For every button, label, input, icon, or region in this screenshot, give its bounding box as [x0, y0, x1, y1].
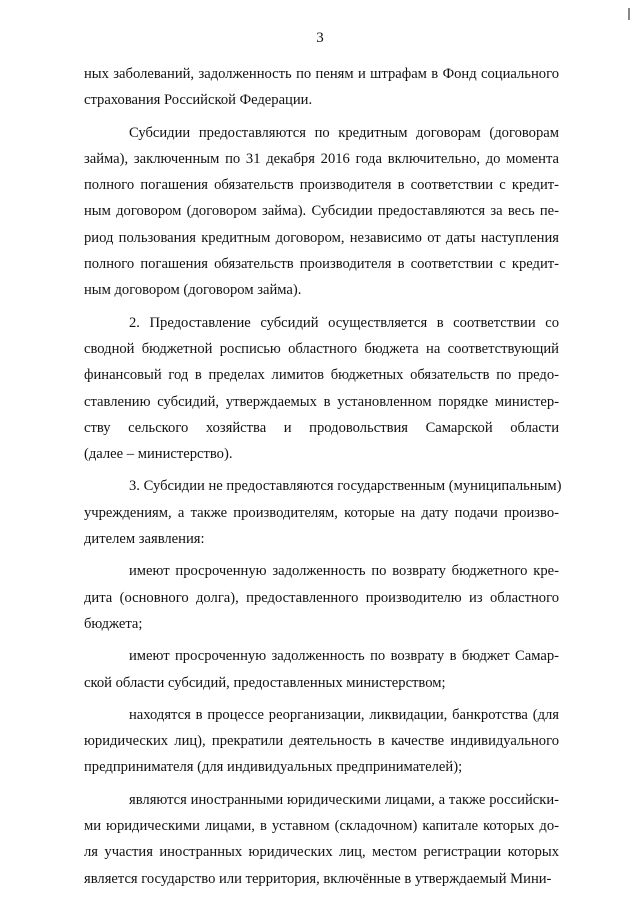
text-line: предпринимателя (для индивидуальных предпринимателей);	[84, 759, 463, 776]
text-line: полного погашения обязательств производителя в соответствии с кредит-	[84, 177, 559, 194]
text-line: являются иностранными юридическими лицами, а также российски-	[129, 791, 559, 808]
text-line: ля участия иностранных юридических лиц, местом регистрации которых	[84, 844, 559, 861]
paragraph	[84, 558, 559, 637]
text-line: ми юридическими лицами, в уставном (складочном) капитале которых до-	[84, 818, 559, 835]
text-line: юридических лиц), прекратили деятельность в качестве индивидуального	[84, 733, 559, 750]
text-line: займа), заключенным по 31 декабря 2016 года включительно, до момента	[84, 150, 559, 167]
text-line: ных заболеваний, задолженность по пеням и штрафам в Фонд социального	[84, 66, 559, 82]
text-line: ным договором (договором займа). Субсидии предоставляются за весь пе-	[84, 203, 559, 220]
page-number: 3	[316, 30, 324, 46]
scan-edge-mark	[628, 8, 630, 20]
paragraph	[84, 787, 559, 892]
text-line: финансовый год в пределах лимитов бюджетных обязательств по предо-	[84, 367, 559, 384]
text-line: 3. Субсидии не предоставляются государственным (муниципальным)	[129, 478, 562, 495]
paragraph	[84, 61, 559, 114]
paragraph	[84, 702, 559, 781]
text-line: учреждениям, а также производителям, которые на дату подачи произво-	[84, 504, 559, 521]
text-line: бюджета;	[84, 615, 143, 632]
text-line: ным договором (договором займа).	[84, 282, 302, 299]
text-line: Субсидии предоставляются по кредитным договорам (договорам	[129, 124, 559, 141]
paragraph	[84, 120, 559, 304]
text-line: имеют просроченную задолженность по возврату бюджетного кре-	[129, 563, 559, 580]
text-line: дита (основного долга), предоставленного производителю из областного	[84, 589, 559, 606]
document-body	[84, 61, 562, 892]
paragraph	[84, 643, 559, 696]
text-line: ской области субсидий, предоставленных министерством;	[84, 674, 446, 691]
text-line: риод пользования кредитным договором, независимо от даты наступления	[84, 229, 559, 246]
text-line: находятся в процессе реорганизации, ликвидации, банкротства (для	[129, 706, 559, 723]
text-line: имеют просроченную задолженность по возврату в бюджет Самар-	[129, 648, 559, 665]
text-line: ству сельского хозяйства и продовольствия Самарской области	[84, 419, 559, 436]
text-line: страхования Российской Федерации.	[84, 92, 313, 109]
text-line: сводной бюджетной росписью областного бюджета на соответствующий	[84, 340, 559, 357]
text-line: 2. Предоставление субсидий осуществляется в соответствии со	[129, 314, 559, 331]
text-line: является государство или территория, включённые в утверждаемый Мини-	[84, 870, 552, 887]
text-line: ставлению субсидий, утверждаемых в установленном порядке министер-	[84, 393, 559, 410]
paragraph	[84, 473, 562, 552]
paragraph	[84, 310, 559, 468]
text-line: дителем заявления:	[84, 531, 205, 548]
text-line: (далее – министерство).	[84, 446, 233, 463]
text-line: полного погашения обязательств производителя в соответствии с кредит-	[84, 256, 559, 273]
